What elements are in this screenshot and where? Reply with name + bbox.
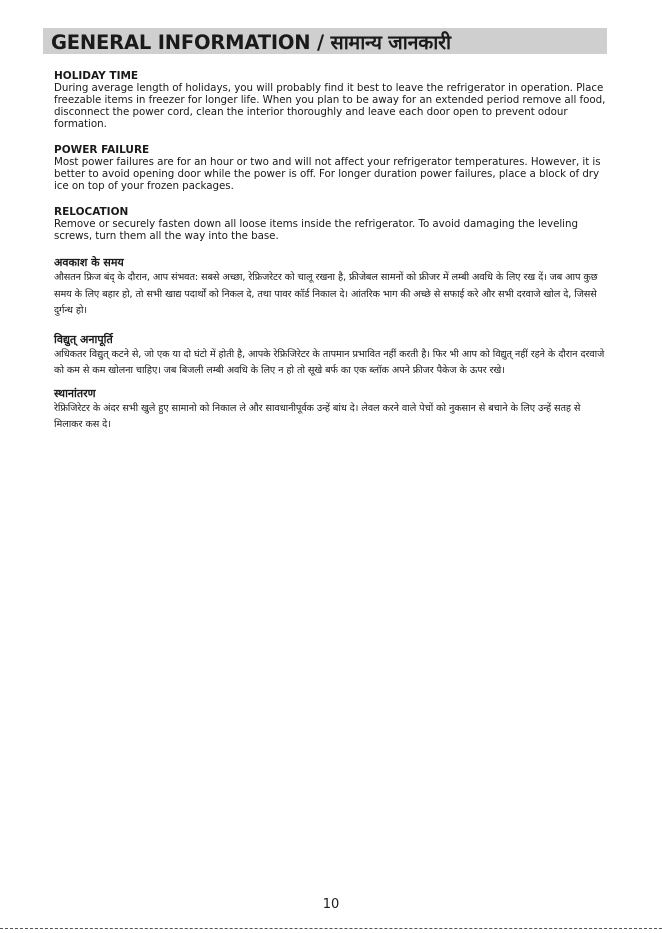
page-title: GENERAL INFORMATION / सामान्य जानकारी [51,30,451,54]
section-hindi-relocation [54,386,610,434]
header-bar [43,28,607,54]
section-heading-hindi: अवकाश के समय [54,256,124,269]
section-hindi-power-failure [54,332,610,380]
section-holiday-time [54,70,610,130]
bottom-divider [0,928,662,929]
section-body: Most power failures are for an hour or two and will not affect your refrigerator temperatures. However, it is better to avoid opening door while the power is off. For longer duration power failures, place a block of dry ice on top of your frozen packages. [54,156,601,192]
section-heading-hindi: स्थानांतरण [54,386,96,400]
section-power-failure [54,144,610,192]
section-hindi-holiday-time [54,255,610,320]
section-heading: HOLIDAY TIME [54,70,139,82]
section-body-hindi: औसतन फ्रिज बंद् के दौरान, आप संभवत: सबसे अच्छा, रेफ्रिजरेटर को चालू रखना है, फ्रीजेबल सामनों को फ्रीजर में लम्बी अवधि के लिए रख दें। जब आप कुछ समय के लिए बहार हो, तो सभी खाद्य पदार्थों को निकल दे, तथा पावर कॉर्ड निकाल दे। आंतरिक भाग की अच्छे से सफाई करे और सभी दरवाजे खोल दे, जिससे दुर्गन्ध हो। [54,272,598,316]
section-body: During average length of holidays, you will probably find it best to leave the refrigerator in operation. Place freezable items in freezer for longer life. When you plan to be away for an extended period remove all food, disconnect the power cord, clean the interior thoroughly and leave each door open to prevent odour formation. [54,82,606,130]
section-heading-hindi: विद्युत् अनापूर्ति [54,332,113,346]
section-heading: RELOCATION [54,206,129,218]
page-number: 10 [322,897,340,912]
section-heading: POWER FAILURE [54,144,150,156]
content-area [54,70,610,434]
section-relocation [54,206,610,242]
section-body: Remove or securely fasten down all loose items inside the refrigerator. To avoid damaging the leveling screws, turn them all the way into the base. [54,218,578,242]
section-body-hindi: रेफ्रिजिरेटर के अंदर सभी खुले हुए सामानो को निकाल ले और सावधानीपूर्वक उन्हें बांध दे। लेवल करने वाले पेचों को नुकसान से बचाने के लिए उन्हें सतह से मिलाकर कस दे। [54,402,581,430]
section-body-hindi: अधिकतर विद्युत् कटने से, जो एक या दो घंटो में होती है, आपके रेफ्रिजिरेटर के तापमान प्रभावित नहीं करती है। फिर भी आप को विद्युत् नहीं रहने के दौरान दरवाजे को कम से कम खोलना चाहिए। जब बिजली लम्बी अवधि के लिए न हो तो सूखे बर्फ का एक ब्लॉक अपने फ्रीजर पैकेज के ऊपर रखे। [54,348,605,376]
